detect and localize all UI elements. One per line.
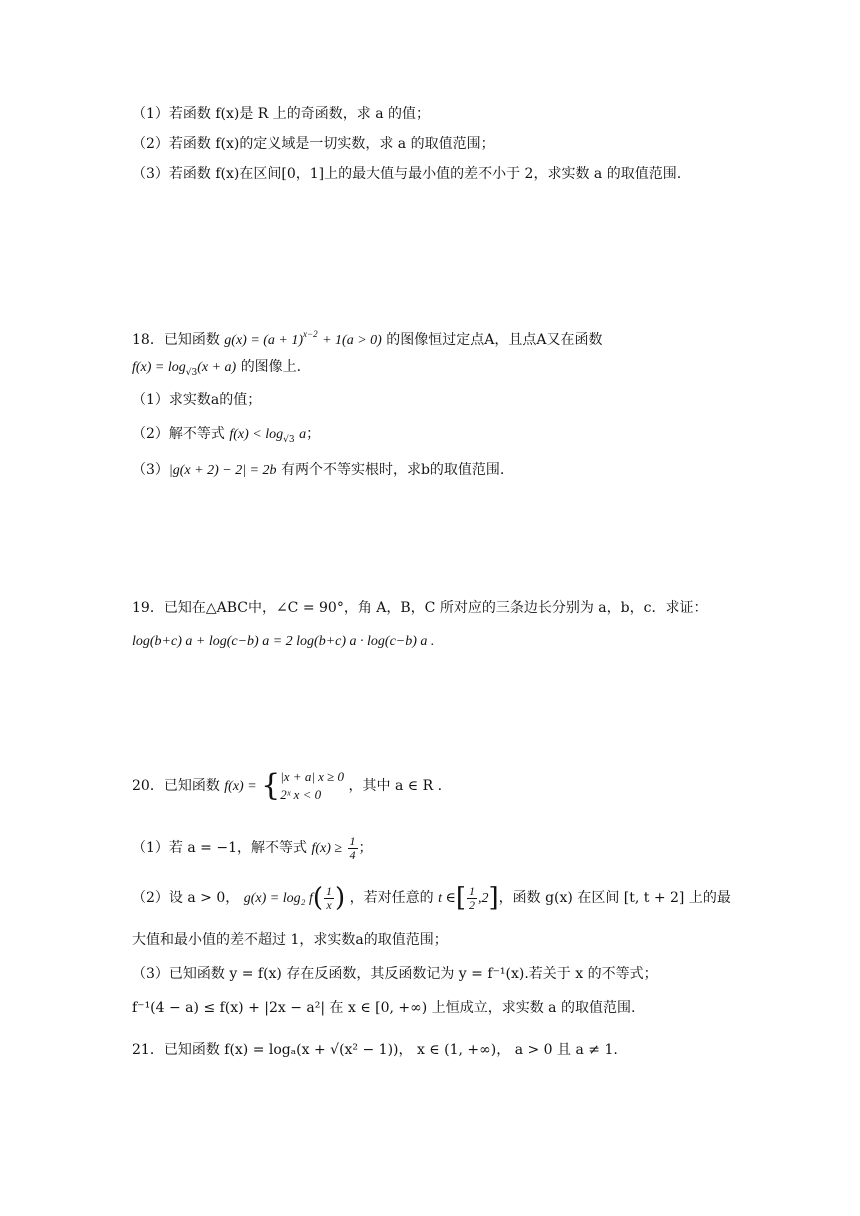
- q20-part1-frac-den: 4: [349, 847, 356, 862]
- q20-part3-line1: （3）已知函数 y = f(x) 存在反函数，其反函数记为 y = f⁻¹(x).若关于 x 的不等式；: [132, 966, 658, 982]
- q21-stem: 21．已知函数 f(x) = logₐ(x + √(x² − 1))， x ∈ (1, +∞)， a > 0 且 a ≠ 1.: [132, 1042, 618, 1058]
- q18-part3-label: （3）: [132, 462, 169, 478]
- q20-part1-label: （1）若 a = −1，解不等式: [132, 840, 307, 856]
- q20-part2-label: （2）设 a > 0，: [132, 890, 240, 906]
- q20-part1-ineq: f(x) ≥: [311, 841, 343, 856]
- q18-stem-line1: [132, 324, 602, 351]
- q17-part1: （1）若函数 f(x)是 R 上的奇函数，求 a 的值；: [132, 106, 431, 122]
- q20-brace: {: [261, 768, 281, 803]
- q20-part2-frac-den: x: [326, 897, 332, 912]
- q18-part3: [132, 460, 504, 481]
- q18-stem-text-b: 的图像上.: [240, 359, 302, 375]
- q20-part2-t-den: 2: [468, 897, 475, 912]
- q20-cases: [280, 768, 344, 804]
- q20-part2-mid2: ，函数 g(x) 在区间 [t, t + 2] 上的最: [498, 890, 731, 906]
- q18-part2-arg: a: [299, 427, 307, 442]
- q18-g-tail: + 1(a > 0): [322, 333, 382, 348]
- q20-case1: |x + a| x ≥ 0: [280, 769, 345, 784]
- q20-part1-fraction: [348, 835, 358, 862]
- q17-part3: （3）若函数 f(x)在区间[0，1]上的最大值与最小值的差不小于 2，求实数 a 的取值范围.: [132, 166, 682, 182]
- q18-part1: （1）求实数a的值；: [132, 392, 262, 408]
- q20-part2-fraction: [324, 885, 334, 912]
- q20-part2: （2）设 a > 0， g(x) = log₂ f( $\frac{1}{x}$ ) ，若对任意的 t ∈[ $\frac{1}{2}$ ,2]，函数 g(x) 在区间 [t, t + 2] 上的最: [132, 883, 731, 913]
- q20-part1-frac-num: 1: [349, 833, 356, 848]
- q20-part1: （1）若 a = −1，解不等式 f(x) ≥ $\frac{1}{4}$ ；: [132, 833, 373, 862]
- q18-part3-text: 有两个不等实根时，求b的取值范围.: [280, 462, 505, 478]
- q18-f-base: √3: [185, 368, 198, 378]
- q18-number: 18．已知函数: [132, 332, 220, 348]
- q18-part2-end: ；: [306, 426, 321, 442]
- q18-part2: [132, 424, 320, 450]
- q18-part3-equation: |g(x + 2) − 2| = 2b: [168, 463, 277, 478]
- q17-part2: （2）若函数 f(x)的定义域是一切实数，求 a 的取值范围；: [132, 136, 495, 152]
- q19-stem: 19．已知在△ABC中，∠C = 90°，角 A，B，C 所对应的三条边长分别为 a，b，c．求证：: [132, 600, 708, 616]
- q20-f-lhs: f(x) =: [224, 779, 257, 794]
- q19-equation: log(b+c) a + log(c−b) a = 2 log(b+c) a · log(c−b) a .: [132, 634, 435, 649]
- q20-case2: 2ˣ x < 0: [280, 787, 322, 802]
- q18-stem-line2: [132, 357, 301, 383]
- q18-part2-base: √3: [283, 435, 295, 445]
- q20-part2-continued: 大值和最小值的差不超过 1，求实数a的取值范围；: [132, 932, 448, 948]
- q20-number: 20．已知函数: [132, 778, 220, 794]
- q18-f-def: f(x) = log: [132, 360, 186, 375]
- q18-part2-label: （2）解不等式: [132, 426, 225, 442]
- q20-part2-mid: ，若对任意的: [349, 890, 434, 906]
- q20-stem: [132, 766, 442, 807]
- q20-stem-end: ，其中 a ∈ R .: [348, 778, 443, 794]
- q20-part2-g: g(x) = log₂ f: [243, 891, 313, 906]
- q20-part2-t-fraction: [467, 885, 477, 912]
- q18-f-arg: (x + a): [197, 360, 237, 375]
- q18-g-exponent: x−2: [303, 329, 318, 339]
- q20-part2-t-num: 1: [468, 883, 475, 898]
- q18-part2-inequality: f(x) < log: [229, 427, 284, 442]
- q20-part2-frac-num: 1: [326, 883, 332, 898]
- q18-g-def: g(x) = (a + 1): [224, 333, 304, 348]
- q20-part3-line2: f⁻¹(4 − a) ≤ f(x) + |2x − a²| 在 x ∈ [0, +∞) 上恒成立，求实数 a 的取值范围.: [132, 1000, 636, 1016]
- q18-stem-text-a: 的图像恒过定点A，且点A又在函数: [386, 332, 603, 348]
